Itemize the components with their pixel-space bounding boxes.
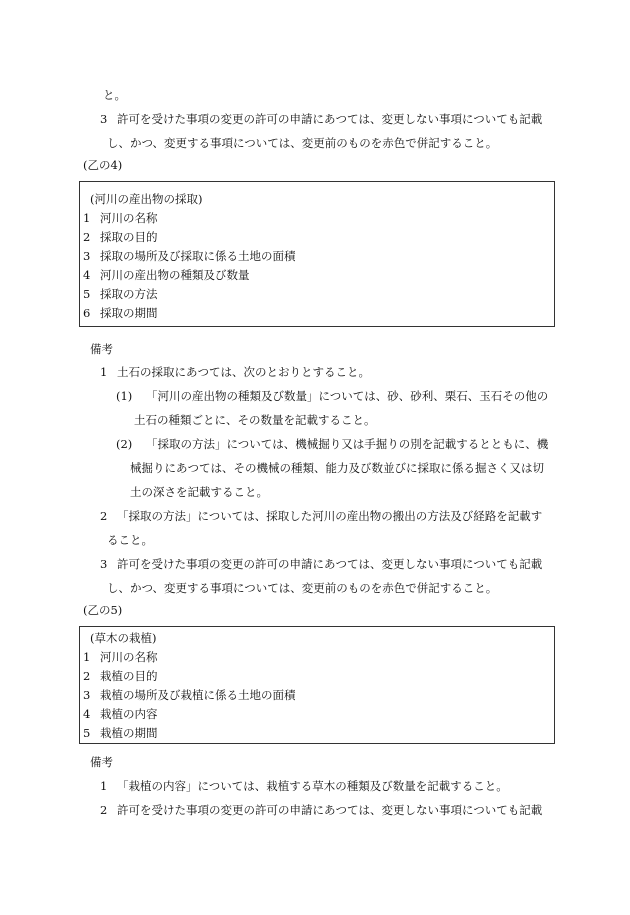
box-title: (草木の栽植) — [90, 631, 157, 645]
item-label: 栽植の内容 — [100, 707, 158, 721]
remark-number: 1 — [100, 365, 108, 379]
item-number: 5 — [83, 287, 91, 301]
remark-number: 2 — [100, 803, 108, 817]
remark-number: 3 — [100, 112, 108, 126]
list-item — [83, 706, 158, 722]
item-label: 河川の名称 — [100, 211, 158, 225]
remark-text: 許可を受けた事項の変更の許可の申請にあつては、変更しない事項についても記載 — [117, 112, 543, 126]
item-number: 1 — [83, 211, 91, 225]
remarks-heading: 備考 — [90, 342, 113, 356]
list-item — [83, 229, 158, 245]
remark-text: 許可を受けた事項の変更の許可の申請にあつては、変更しない事項についても記載 — [117, 557, 543, 571]
remark-text: 「採取の方法」については、採取した河川の産出物の搬出の方法及び経路を記載す — [117, 509, 543, 523]
remark-1 — [100, 364, 370, 380]
section-heading-otsu-4: (乙の4) — [83, 158, 123, 172]
item-label: 採取の目的 — [100, 230, 158, 244]
item-label: 採取の場所及び採取に係る土地の面積 — [100, 249, 296, 263]
item-number: 4 — [83, 707, 91, 721]
remark-3-line-2: し、かつ、変更する事項については、変更前のものを赤色で併記すること。 — [107, 136, 498, 150]
list-item — [83, 668, 158, 684]
remark-1-sub-2-line-2: 械掘りにあつては、その機械の種類、能力及び数並びに採取に係る掘さく又は切 — [130, 461, 544, 475]
sub-number: (2) — [116, 437, 133, 451]
item-number: 4 — [83, 268, 91, 282]
remark-2-line-1 — [100, 508, 542, 524]
remark-2-line-1 — [100, 802, 542, 818]
list-item — [83, 725, 158, 741]
sub-text: 「採取の方法」については、機械掘り又は手掘りの別を記載するとともに、機 — [146, 437, 549, 451]
item-label: 河川の産出物の種類及び数量 — [100, 268, 250, 282]
item-number: 6 — [83, 306, 91, 320]
item-label: 河川の名称 — [100, 650, 158, 664]
remark-3-line-1 — [100, 111, 542, 127]
item-label: 採取の方法 — [100, 287, 158, 301]
item-number: 3 — [83, 688, 91, 702]
item-number: 5 — [83, 726, 91, 740]
remark-1-sub-1-line-1 — [116, 388, 548, 404]
section-heading-otsu-5: (乙の5) — [83, 603, 123, 617]
list-item — [83, 687, 296, 703]
item-label: 栽植の目的 — [100, 669, 158, 683]
remark-number: 2 — [100, 509, 108, 523]
item-number: 1 — [83, 650, 91, 664]
list-item — [83, 649, 158, 665]
form-box-river-product-collection — [79, 181, 555, 327]
remark-1-sub-1-line-2: 土石の種類ごとに、その数量を記載すること。 — [134, 413, 376, 427]
remark-text: 土石の採取にあつては、次のとおりとすること。 — [117, 365, 370, 379]
item-number: 3 — [83, 249, 91, 263]
list-item — [83, 267, 250, 283]
list-item — [83, 286, 158, 302]
item-number: 2 — [83, 230, 91, 244]
remark-1-sub-2-line-1 — [116, 436, 548, 452]
list-item — [83, 210, 158, 226]
remark-3-line-2: し、かつ、変更する事項については、変更前のものを赤色で併記すること。 — [107, 581, 498, 595]
list-item — [83, 305, 158, 321]
item-label: 採取の期間 — [100, 306, 158, 320]
sub-number: (1) — [116, 389, 133, 403]
continued-text: と。 — [103, 88, 126, 102]
form-box-plant-cultivation — [79, 626, 555, 744]
remark-1 — [100, 778, 508, 794]
list-item — [83, 248, 296, 264]
remark-text: 「栽植の内容」については、栽植する草木の種類及び数量を記載すること。 — [117, 779, 508, 793]
box-title: (河川の産出物の採取) — [90, 192, 203, 206]
remark-text: 許可を受けた事項の変更の許可の申請にあつては、変更しない事項についても記載 — [117, 803, 543, 817]
remark-3-line-1 — [100, 556, 542, 572]
sub-text: 「河川の産出物の種類及び数量」については、砂、砂利、栗石、玉石その他の — [146, 389, 549, 403]
remark-1-sub-2-line-3: 土の深さを記載すること。 — [130, 485, 268, 499]
remark-number: 3 — [100, 557, 108, 571]
remark-number: 1 — [100, 779, 108, 793]
remarks-heading: 備考 — [90, 755, 113, 769]
remark-2-line-2: ること。 — [107, 533, 153, 547]
item-label: 栽植の期間 — [100, 726, 158, 740]
item-label: 栽植の場所及び栽植に係る土地の面積 — [100, 688, 296, 702]
item-number: 2 — [83, 669, 91, 683]
